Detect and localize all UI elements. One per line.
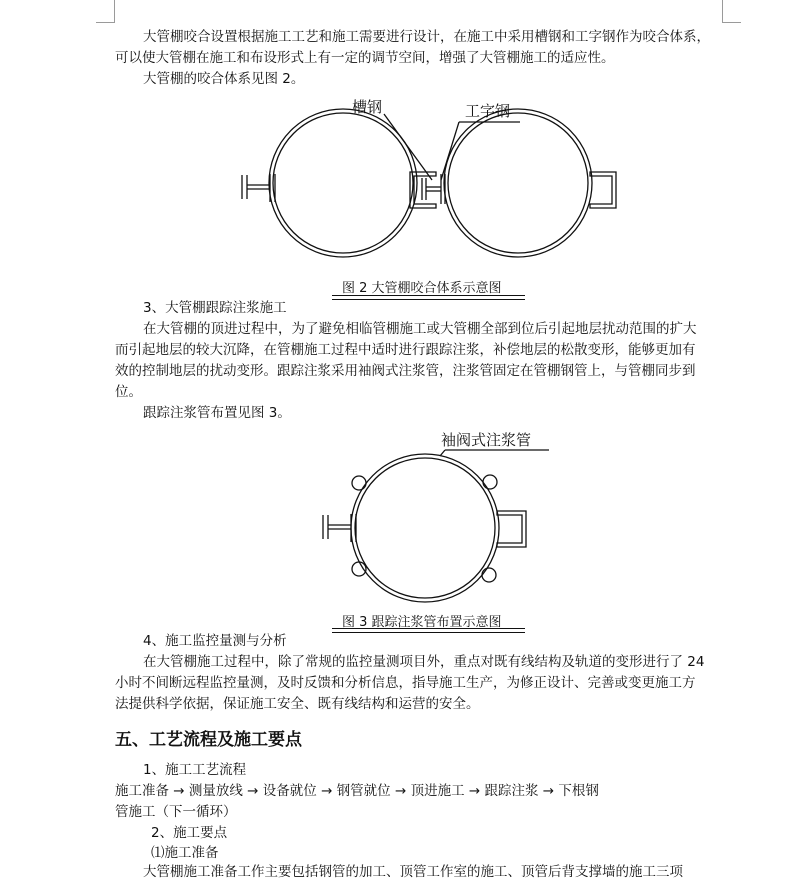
paragraph-line: 而引起地层的较大沉降，在管棚施工过程中适时进行跟踪注浆，补偿地层的松散变形，能够更加有 [115,342,696,358]
channel-steel [410,172,436,208]
paragraph-line: 可以使大管棚在施工和布设形式上有一定的调节空间，增强了大管棚施工的适应性。 [115,50,615,66]
main-pipe [351,454,499,602]
left-pipe-inner [273,113,413,253]
subsection-item: ⑴施工准备 [151,845,219,861]
right-channel [497,511,526,547]
figure-2-diagram [0,92,795,302]
leader-line-grout-pipe-diag [440,450,445,456]
left-pipe [269,109,417,257]
grout-pipe [482,568,496,582]
section-3-title: 3、大管棚跟踪注浆施工 [143,300,287,316]
grout-pipe [483,475,497,489]
paragraph-line: 大管棚施工准备工作主要包括钢管的加工、顶管工作室的施工、顶管后背支撑墙的施工三项 [143,864,683,880]
left-ibeam [242,174,275,202]
figure-3-caption: 图 3 跟踪注浆管布置示意图 [342,615,502,630]
paragraph-line: 大管棚的咬合体系见图 2。 [143,71,305,87]
left-ibeam [323,514,356,542]
label-channel-steel: 槽钢 [352,98,383,116]
figure-3-diagram [0,428,795,608]
section-4-title: 4、施工监控量测与分析 [143,633,287,649]
right-channel [590,172,616,208]
figure-2-caption: 图 2 大管棚咬合体系示意图 [342,281,502,296]
right-pipe-inner [448,113,588,253]
paragraph-line: 小时不间断远程监控量测，及时反馈和分析信息，指导施工生产，为修正设计、完善或变更施工方 [115,675,696,691]
paragraph-line: 在大管棚的顶进过程中，为了避免相临管棚施工或大管棚全部到位后引起地层扰动范围的扩大 [143,321,697,337]
label-i-beam: 工字钢 [465,102,511,120]
subsection-title: 2、施工要点 [151,825,228,841]
process-flow-line: 管施工（下一循环） [115,804,237,820]
paragraph-line: 法提供科学依据，保证施工安全、既有线结构和运营的安全。 [115,696,480,712]
paragraph-line: 在大管棚施工过程中，除了常规的监控量测项目外，重点对既有线结构及轨道的变形进行了 24 [143,654,705,670]
paragraph-line: 位。 [115,384,142,400]
paragraph-line: 跟踪注浆管布置见图 3。 [143,405,291,421]
subsection-title: 1、施工工艺流程 [143,762,247,778]
page-corner-mark-right [722,0,741,23]
main-pipe-inner [355,458,495,598]
leader-line-channel [384,114,432,180]
paragraph-line: 效的控制地层的扰动变形。跟踪注浆采用袖阀式注浆管，注浆管固定在管棚钢管上，与管棚同步到 [115,363,696,379]
process-flow-line: 施工准备 → 测量放线 → 设备就位 → 钢管就位 → 顶进施工 → 跟踪注浆 → 下根钢 [115,783,599,799]
page-corner-mark-left [96,0,115,23]
right-pipe [444,109,592,257]
grout-pipe [352,476,366,490]
chapter-heading: 五、工艺流程及施工要点 [115,730,302,750]
label-grout-pipe: 袖阀式注浆管 [441,431,532,449]
paragraph-line: 大管棚咬合设置根据施工工艺和施工需要进行设计，在施工中采用槽钢和工字钢作为咬合体系， [143,29,710,45]
